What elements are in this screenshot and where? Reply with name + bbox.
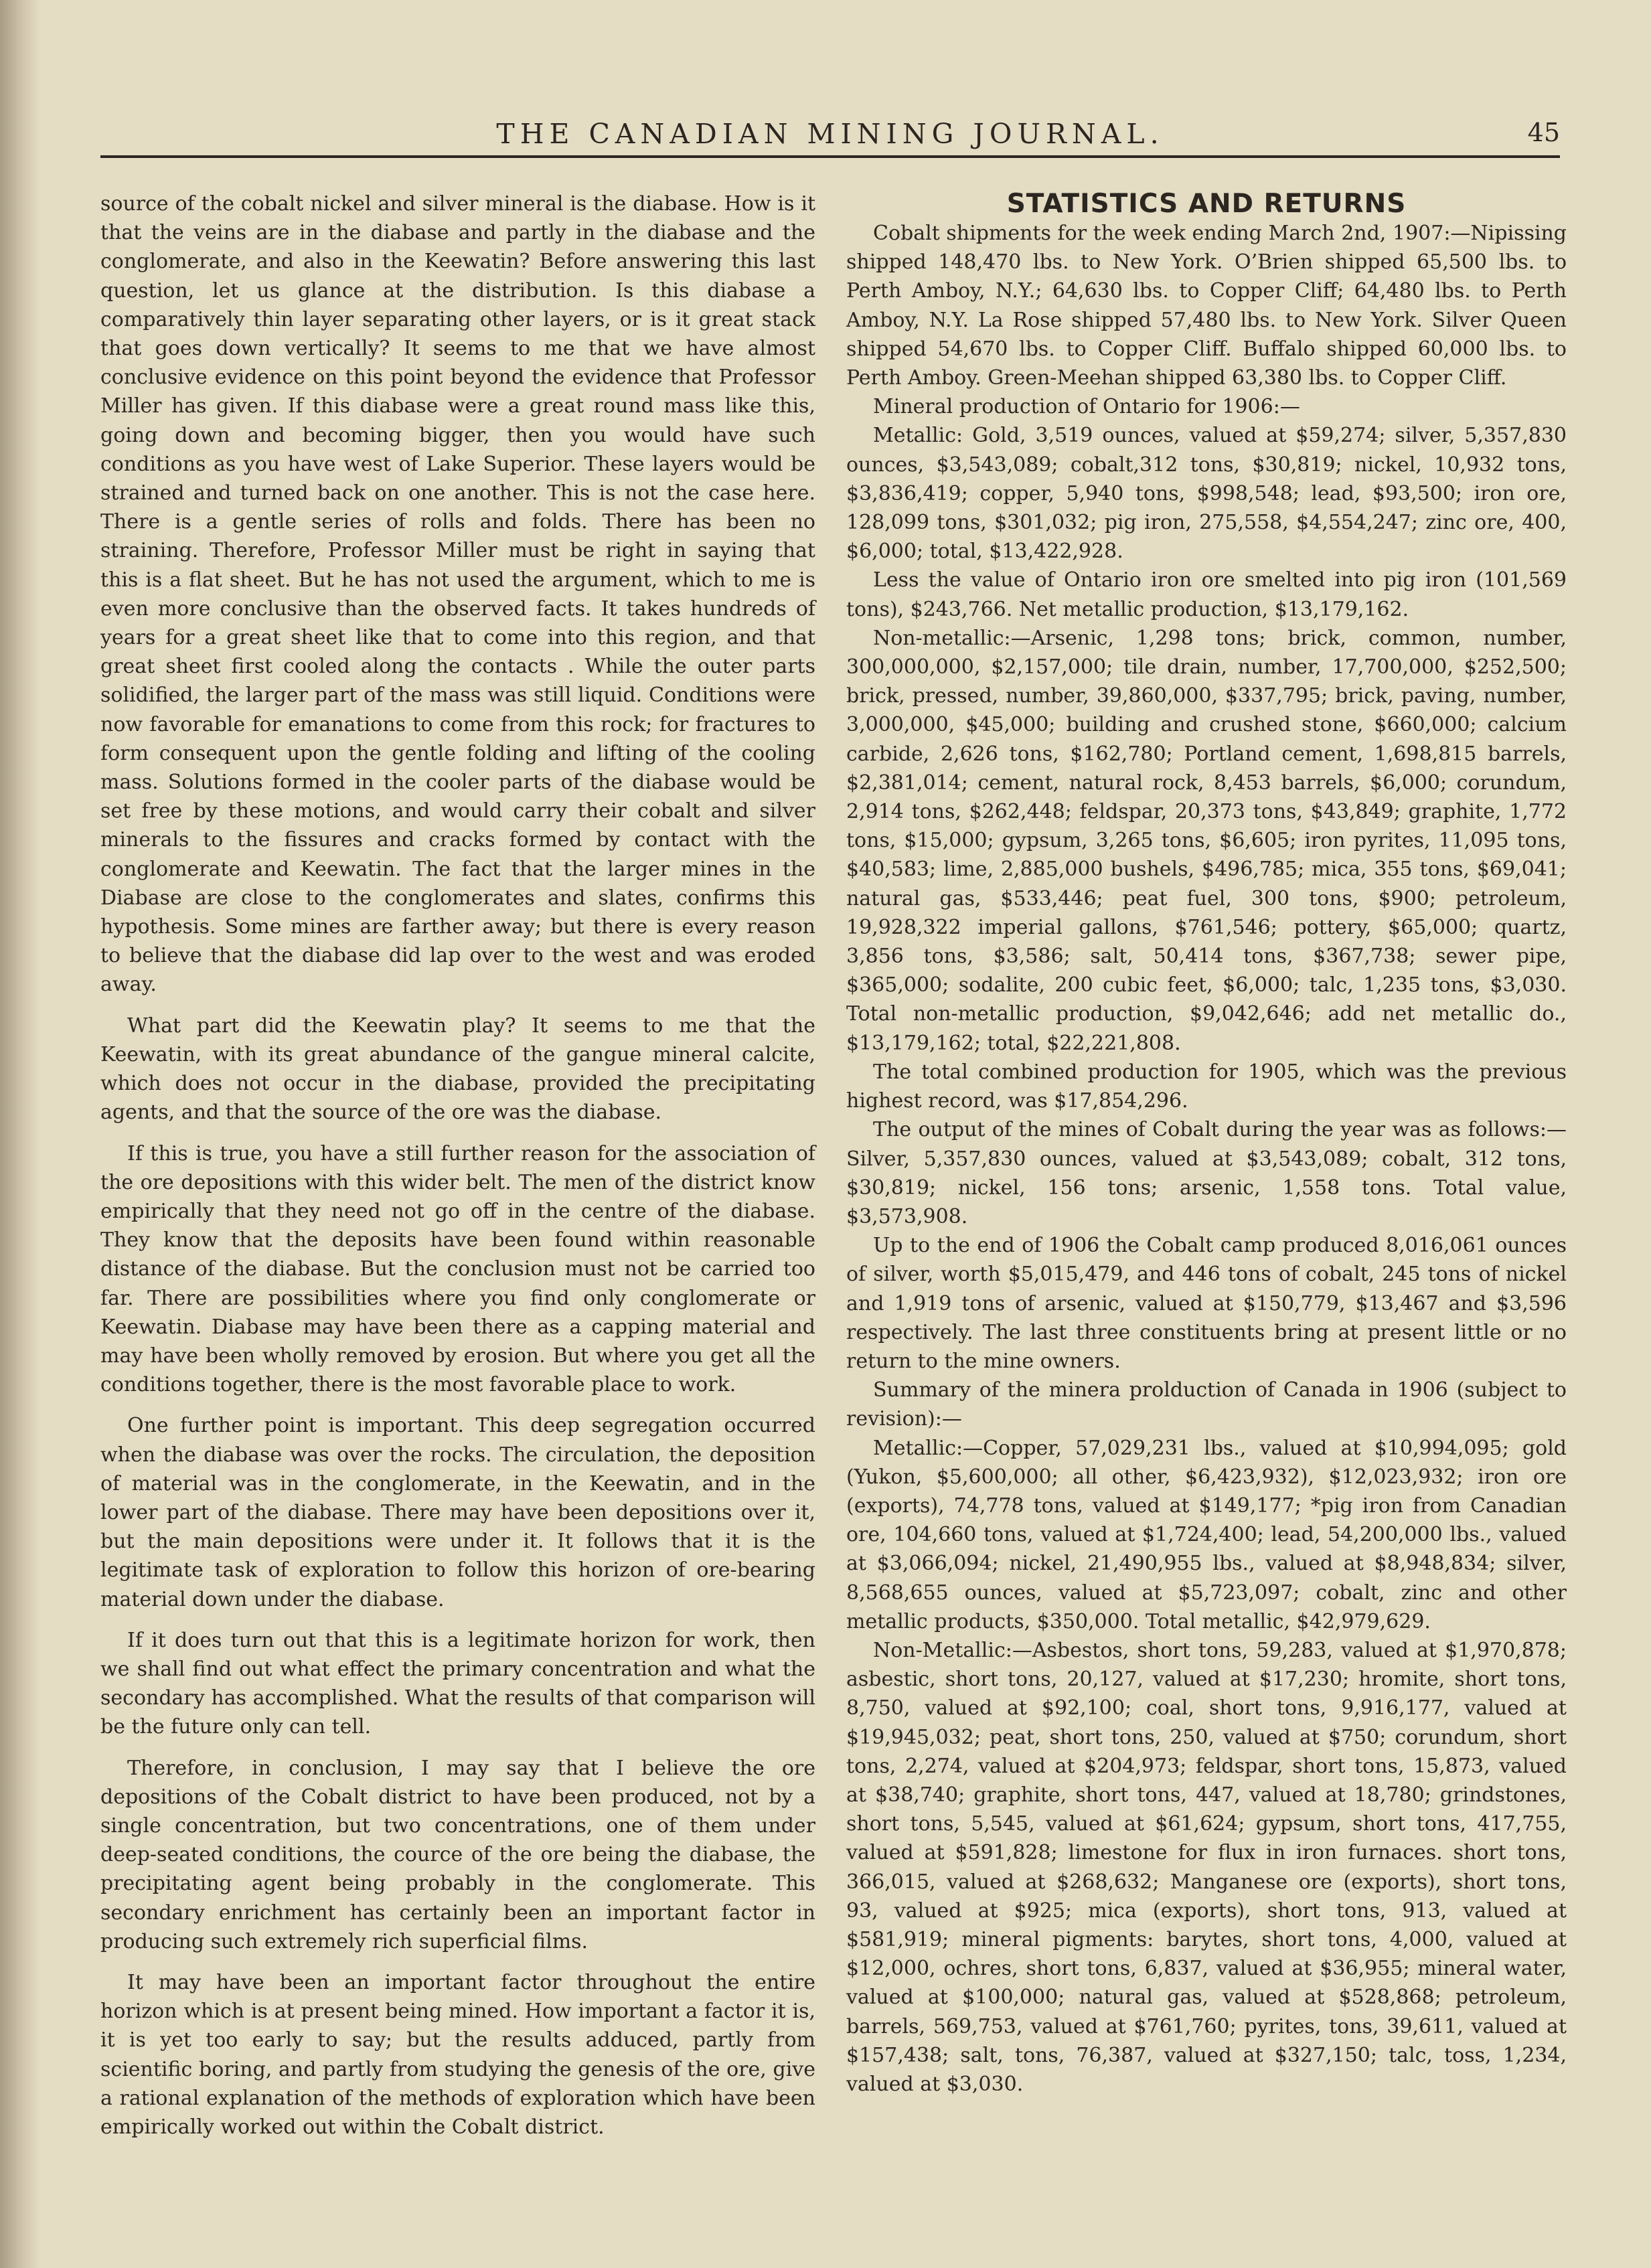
right-paragraph: Non-metallic:—Arsenic, 1,298 tons; brick, common, number, 300,000,000, $2,157,000; tile drain, number, 17,700,000, $252,500; brick, pressed, number, 39,860,000, $337,795; brick, paving, number, 3,000,000, $45,000; building and crushed stone, $660,000; calcium carbide, 2,626 tons, $162,780; Portland cement, 1,698,815 barrels, $2,381,014; cement, natural rock, 8,453 barrels, $6,000; corundum, 2,914 tons, $262,448; feldspar, 20,373 tons, $43,849; graphite, 1,772 tons, $15,000; gypsum, 3,265 tons, $6,605; iron pyrites, 11,095 tons, $40,583; lime, 2,885,000 bushels, $496,785; mica, 355 tons, $69,041; natural gas, $533,446; peat fuel, 300 tons, $900; petroleum, 19,928,322 imperial gallons, $761,546; pottery, $65,000; quartz, 3,856 tons, $3,586; salt, 50,414 tons, $367,738; sewer pipe, $365,000; sodalite, 200 cubic feet, $6,000; talc, 1,235 tons, $3,030. Total non-metallic production, $9,042,646; add net metallic do., $13,179,162; total, $22,221,808. [846, 626, 1567, 1055]
right-paragraph: The total combined production for 1905, which was the previous highest record, was $17,854,296. [846, 1060, 1567, 1113]
right-paragraph: Up to the end of 1906 the Cobalt camp produced 8,016,061 ounces of silver, worth $5,015,479, and 446 tons of cobalt, 245 tons of nickel and 1,919 tons of arsenic, valued at $150,779, $13,467 and $3,596 respectively. The last three constituents bring at present little or no return to the mine owners. [846, 1234, 1567, 1373]
right-paragraph: Summary of the minera prolduction of Canada in 1906 (subject to revision):— [846, 1378, 1567, 1431]
left-paragraph: If this is true, you have a still further reason for the association of the ore depositions with this wider belt. The men of the district know empirically that they need not go off in the centre of the diabase. They know that the deposits have been found within reasonable distance of the diabase. But the conclusion must not be carried too far. There are possibilities where you find only conglomerate or Keewatin. Diabase may have been there as a capping material and may have been wholly removed by erosion. But where you get all the conditions together, there is the most favorable place to work. [100, 1141, 815, 1397]
section-title: STATISTICS AND RETURNS [1006, 189, 1407, 219]
right-paragraph: Less the value of Ontario iron ore smelted into pig iron (101,569 tons), $243,766. Net metallic production, $13,179,162. [846, 568, 1567, 621]
left-paragraph: What part did the Keewatin play? It seems to me that the Keewatin, with its great abundance of the gangue mineral calcite, which does not occur in the diabase, provided the precipitating agents, and that the source of the ore was the diabase. [100, 1014, 815, 1125]
right-paragraph: Mineral production of Ontario for 1906:— [873, 395, 1300, 419]
left-paragraph: If it does turn out that this is a legitimate horizon for work, then we shall find out what effect the primary concentration and what the secondary has accomplished. What the results of that comparison will be the future only can tell. [100, 1628, 815, 1739]
left-paragraph: It may have been an important factor throughout the entire horizon which is at present being mined. How important a factor it is, it is yet too early to say; but the results adduced, partly from scientific boring, and partly from studying the genesis of the ore, give a rational explanation of the methods of exploration which have been empirically worked out within the Cobalt district. [100, 1970, 815, 2139]
page-binding-shadow [0, 0, 40, 2268]
page-number: 45 [1527, 118, 1560, 147]
right-paragraph: Metallic:—Copper, 57,029,231 lbs., valued at $10,994,095; gold (Yukon, $5,600,000; all other, $6,423,932), $12,023,932; iron ore (exports), 74,778 tons, valued at $149,177; *pig iron from Canadian ore, 104,660 tons, valued at $1,724,400; lead, 54,200,000 lbs., valued at $3,066,094; nickel, 21,490,955 lbs., valued at $8,948,834; silver, 8,568,655 ounces, valued at $5,723,097; cobalt, zinc and other metallic products, $350,000. Total metallic, $42,979,629. [846, 1436, 1567, 1633]
right-column [846, 189, 1567, 2099]
left-paragraph: source of the cobalt nickel and silver mineral is the diabase. How is it that the veins are in the diabase and partly in the diabase and the conglomerate, and also in the Keewatin? Before answering this last question, let us glance at the distribution. Is this diabase a comparatively thin layer separating other layers, or is it great stack that goes down vertically? It seems to me that we have almost conclusive evidence on this point beyond the evidence that Professor Miller has given. If this diabase were a great round mass like this, going down and becoming bigger, then you would have such conditions as you have west of Lake Superior. These layers would be strained and turned back on one another. This is not the case here. There is a gentle series of rolls and folds. There has been no straining. Therefore, Professor Miller must be right in saying that this is a flat sheet. But he has not used the argument, which to me is even more conclusive than the observed facts. It takes hundreds of years for a great sheet like that to come into this region, and that great sheet first cooled along the contacts . While the outer parts solidified, the larger part of the mass was still liquid. Conditions were now favorable for emanations to come from this rock; for fractures to form consequent upon the gentle folding and lifting of the cooling mass. Solutions formed in the cooler parts of the diabase would be set free by these motions, and would carry their cobalt and silver minerals to the fissures and cracks formed by contact with the conglomerate and Keewatin. The fact that the larger mines in the Diabase are close to the conglomerates and slates, confirms this hypothesis. Some mines are farther away; but there is every reason to believe that the diabase did lap over to the west and was eroded away. [100, 192, 815, 997]
left-paragraph: Therefore, in conclusion, I may say that I believe the ore depositions of the Cobalt district to have been produced, not by a single concentration, but two concentrations, one of them under deep-seated conditions, the cource of the ore being the diabase, the precipitating agent being probably in the conglomerate. This secondary enrichment has certainly been an important factor in producing such extremely rich superficial films. [100, 1756, 815, 1953]
right-paragraph: Metallic: Gold, 3,519 ounces, valued at $59,274; silver, 5,357,830 ounces, $3,543,089; cobalt,312 tons, $30,819; nickel, 10,932 tons, $3,836,419; copper, 5,940 tons, $998,548; lead, $93,500; iron ore, 128,099 tons, $301,032; pig iron, 275,558, $4,554,247; zinc ore, 400, $6,000; total, $13,422,928. [846, 424, 1567, 564]
journal-title: THE CANADIAN MINING JOURNAL. [496, 118, 1164, 150]
right-paragraph: Non-Metallic:—Asbestos, short tons, 59,283, valued at $1,970,878; asbestic, short tons, 20,127, valued at $17,230; hromite, short tons, 8,750, valued at $92,100; coal, short tons, 9,916,177, valued at $19,945,032; peat, short tons, 250, valued at $750; corundum, short tons, 2,274, valued at $204,973; feldspar, short tons, 15,873, valued at $38,740; graphite, short tons, 447, valued at 18,780; grindstones, short tons, 5,545, valued at $61,624; gypsum, short tons, 417,755, valued at $591,828; limestone for flux in iron furnaces. short tons, 366,015, valued at $268,632; Manganese ore (exports), short tons, 93, valued at $925; mica (exports), short tons, 913, valued at $581,919; mineral pigments: barytes, short tons, 4,000, valued at $12,000, ochres, short tons, 6,837, valued at $36,955; mineral water, valued at $100,000; natural gas, valued at $528,868; petroleum, barrels, 569,753, valued at $761,760; pyrites, tons, 39,611, valued at $157,438; salt, tons, 76,387, valued at $327,150; talc, toss, 1,234, valued at $3,030. [846, 1638, 1567, 2096]
left-paragraph: One further point is important. This deep segregation occurred when the diabase was over the rocks. The circulation, the deposition of material was in the conglomerate, in the Keewatin, and in the lower part of the diabase. There may have been depositions over it, but the main depositions were under it. It follows that it is the legitimate task of exploration to follow this horizon of ore-bearing material down under the diabase. [100, 1414, 815, 1611]
header-rule [100, 155, 1560, 158]
right-paragraph: The output of the mines of Cobalt during the year was as follows:—Silver, 5,357,830 ounces, valued at $3,543,089; cobalt, 312 tons, $30,819; nickel, 156 tons; arsenic, 1,558 tons. Total value, $3,573,908. [846, 1118, 1567, 1228]
right-paragraph: Cobalt shipments for the week ending March 2nd, 1907:—Nipissing shipped 148,470 lbs. to New York. O’Brien shipped 65,500 lbs. to Perth Amboy, N.Y.; 64,630 lbs. to Copper Cliff; 64,480 lbs. to Perth Amboy, N.Y. La Rose shipped 57,480 lbs. to New York. Silver Queen shipped 54,670 lbs. to Copper Cliff. Buffalo shipped 60,000 lbs. to Perth Amboy. Green-Meehan shipped 63,380 lbs. to Copper Cliff. [846, 222, 1567, 390]
running-header [100, 112, 1560, 159]
left-column [100, 189, 815, 2141]
